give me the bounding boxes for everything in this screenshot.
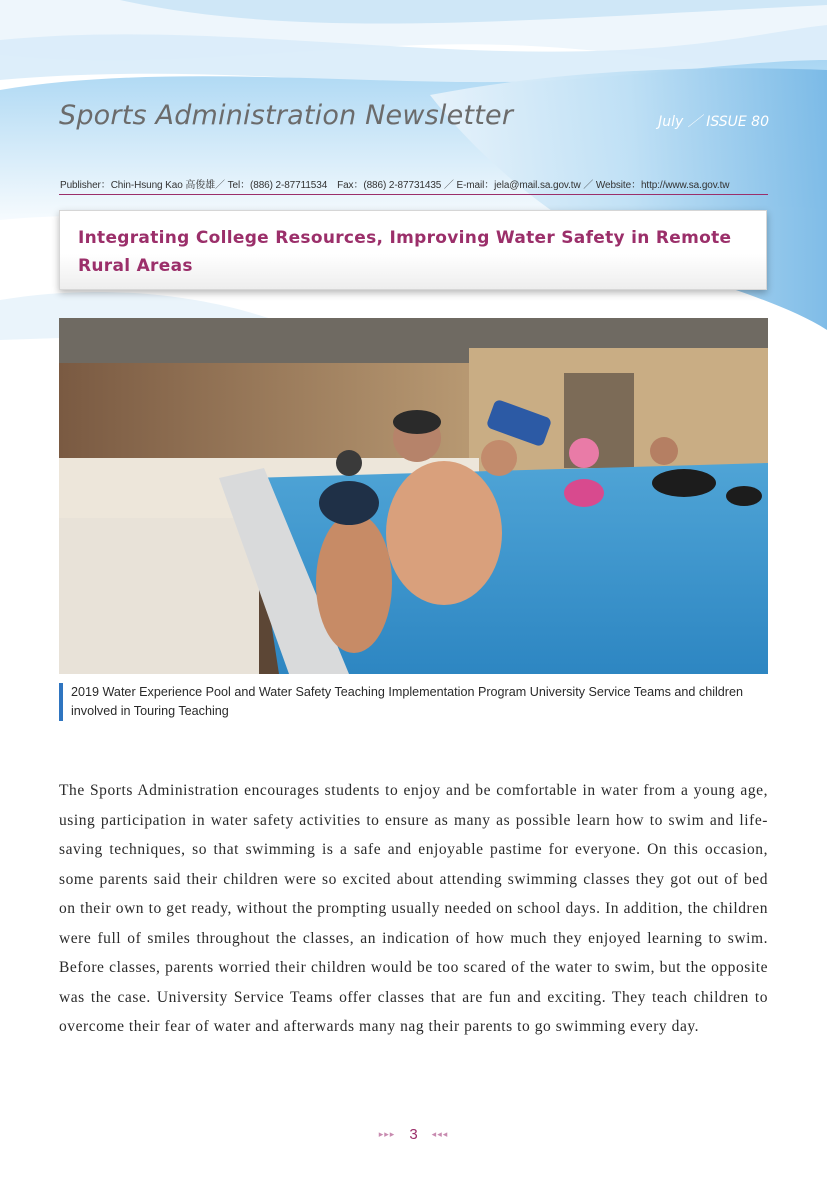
photo-icon [59, 318, 768, 674]
article-photo [59, 318, 768, 674]
article-body: The Sports Administration encourages students to enjoy and be comfortable in water from a young age, using participation in water safety activities to ensure as many as possible learn how to swim and life-saving techniques, so that swimming is a safe and enjoyable pastime for everyone. On this occasion, some parents said their children were so excited about attending swimming classes they got out of bed on their own to get ready, without the prompting usually needed on school days. In addition, the children were full of smiles throughout the classes, an indication of how much they enjoyed learning to swim. Before classes, parents worried their children would be too scared of the water to swim, but the opposite was the case. University Service Teams offer classes that are fun and exciting. They teach children to overcome their fear of water and afterwards many nag their parents to go swimming every day. [59, 782, 768, 1035]
publisher-info: Publisher：Chin-Hsung Kao 高俊雄／ Tel：(886) 2-87711534 Fax：(886) 2-87731435 ／ E-mail：jela@mail.sa.gov.tw ／ Website：http://www.sa.gov.tw [60, 180, 730, 191]
page-number: 3 [409, 1126, 418, 1143]
issue-label: July ／ ISSUE 80 [658, 114, 769, 130]
header-divider [59, 194, 768, 195]
right-arrows-icon: ◂◂◂ [431, 1129, 449, 1139]
article-headline: Integrating College Resources, Improving Water Safety in Remote Rural Areas [78, 228, 732, 276]
headline-box [59, 210, 767, 290]
page-footer [0, 1126, 827, 1143]
newsletter-title: Sports Administration Newsletter [59, 100, 514, 131]
photo-caption: 2019 Water Experience Pool and Water Safety Teaching Implementation Program University Service Teams and children involved in Touring Teaching [59, 683, 768, 721]
left-arrows-icon: ▸▸▸ [378, 1129, 396, 1139]
